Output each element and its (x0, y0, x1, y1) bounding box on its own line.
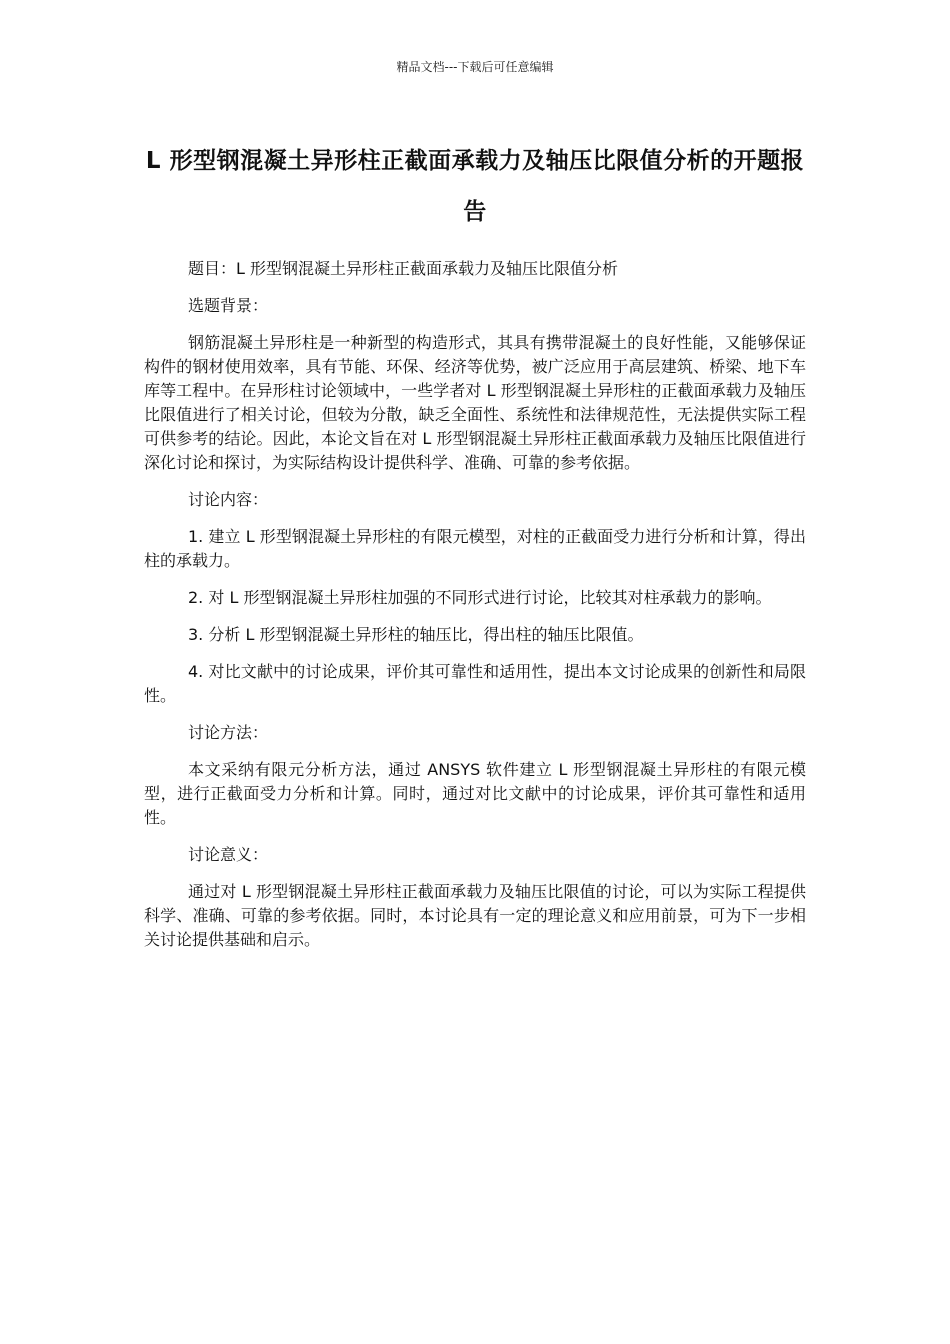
method-paragraph: 本文采纳有限元分析方法，通过 ANSYS 软件建立 L 形型钢混凝土异形柱的有限元模型，进行正截面受力分析和计算。同时，通过对比文献中的讨论成果，评价其可靠性和适用性。 (144, 760, 806, 827)
section-heading-content: 讨论内容： (188, 490, 269, 509)
background-paragraph: 钢筋混凝土异形柱是一种新型的构造形式，其具有携带混凝土的良好性能，又能够保证构件的钢材使用效率，具有节能、环保、经济等优势，被广泛应用于高层建筑、桥梁、地下车库等工程中。在异形柱讨论领域中，一些学者对 L 形型钢混凝土异形柱的正截面承载力及轴压比限值进行了相关讨论，但较为分散，缺乏全面性、系统性和法律规范性，无法提供实际工程可供参考的结论。因此，本论文旨在对 L 形型钢混凝土异形柱正截面承载力及轴压比限值进行深化讨论和探讨，为实际结构设计提供科学、准确、可靠的参考依据。 (144, 333, 806, 472)
header-note: 精品文档---下载后可任意编辑 (396, 60, 554, 74)
content-item-4: 4. 对比文献中的讨论成果，评价其可靠性和适用性，提出本文讨论成果的创新性和局限性。 (144, 662, 806, 705)
topic-line: 题目：L 形型钢混凝土异形柱正截面承载力及轴压比限值分析 (188, 259, 619, 278)
section-heading-significance: 讨论意义： (188, 845, 269, 864)
document-title: L 形型钢混凝土异形柱正截面承载力及轴压比限值分析的开题报告 (145, 148, 805, 225)
content-item-3: 3. 分析 L 形型钢混凝土异形柱的轴压比，得出柱的轴压比限值。 (188, 625, 644, 644)
section-heading-background: 选题背景： (188, 296, 269, 315)
section-heading-method: 讨论方法： (188, 723, 269, 742)
document-body (144, 257, 806, 965)
significance-paragraph: 通过对 L 形型钢混凝土异形柱正截面承载力及轴压比限值的讨论，可以为实际工程提供科学、准确、可靠的参考依据。同时，本讨论具有一定的理论意义和应用前景，可为下一步相关讨论提供基础和启示。 (144, 882, 806, 949)
content-item-1: 1. 建立 L 形型钢混凝土异形柱的有限元模型，对柱的正截面受力进行分析和计算，得出柱的承载力。 (144, 527, 806, 570)
content-item-2: 2. 对 L 形型钢混凝土异形柱加强的不同形式进行讨论，比较其对柱承载力的影响。 (188, 588, 772, 607)
